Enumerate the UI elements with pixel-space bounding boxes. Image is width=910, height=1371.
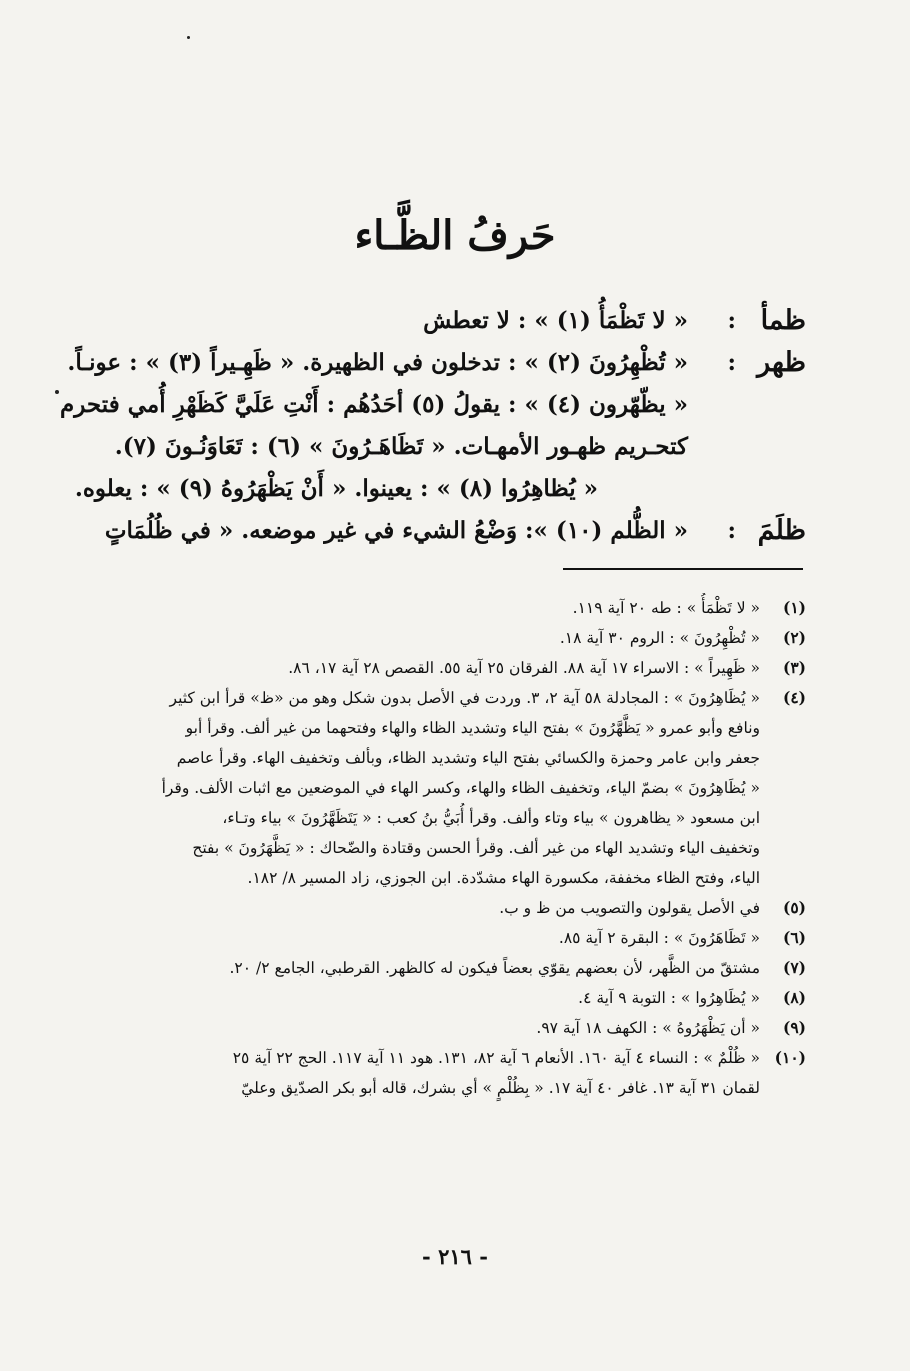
footnote bbox=[116, 923, 806, 953]
page-number: - ٢١٦ - bbox=[422, 1244, 488, 1269]
entry-line: « الظُّلم (١٠) »: وَضْعُ الشيء في غير موضعه. « في ظُلُمَاتٍ bbox=[104, 517, 688, 544]
footnote-line: « أن يَظْهَرُوهُ » : الكهف ١٨ آية ٩٧. bbox=[536, 1019, 760, 1037]
footnote-line: « يُظَاهِرُوا » : التوبة ٩ آية ٤. bbox=[578, 989, 760, 1007]
footnote-number: (٣) bbox=[782, 658, 806, 677]
entry-line: « يظّهّرون (٤) » : يقولُ (٥) أحَدُهُم : أَنْتِ عَلَيَّ كَظَهْرِ أُمي فتحرم bbox=[60, 391, 688, 418]
footnote-number: (٧) bbox=[782, 958, 806, 977]
footnote-line: مشتقّ من الظَّهر، لأن بعضهم يقوّي بعضاً فيكون له كالظهر. القرطبي، الجامع ٢/ ٢٠. bbox=[229, 959, 760, 977]
footnote bbox=[116, 983, 806, 1013]
footnote bbox=[116, 1013, 806, 1043]
footnote-line: « تَظَاهَرُونَ » : البقرة ٢ آية ٨٥. bbox=[558, 929, 760, 947]
dictionary-entries bbox=[60, 300, 806, 552]
entry-line: « تُظْهِرُونَ (٢) » : تدخلون في الظهيرة. « ظَهِـيراً (٣) » : عونـاً. bbox=[67, 349, 688, 376]
footnote bbox=[116, 1043, 806, 1103]
footnote bbox=[116, 953, 806, 983]
entry-colon: : bbox=[727, 349, 736, 376]
entry-line: كتحـريم ظهـور الأمهـات. « تَظَاهَـرُونَ » (٦) : تَعَاوَنُـونَ (٧). bbox=[114, 433, 688, 460]
footnote-number: (١٠) bbox=[774, 1048, 806, 1067]
entry-headword: ظلَمَ bbox=[757, 515, 806, 546]
footnote bbox=[116, 893, 806, 923]
footnote-line: « لا تَظْمَأُ » : طه ٢٠ آية ١١٩. bbox=[572, 599, 760, 617]
ink-speck bbox=[187, 36, 190, 39]
entry-colon: : bbox=[727, 307, 736, 334]
footnote-line: في الأصل يقولون والتصويب من ظ و ب. bbox=[499, 899, 760, 917]
entry-colon: : bbox=[727, 517, 736, 544]
footnote-line: لقمان ٣١ آية ١٣. غافر ٤٠ آية ١٧. « بِظُلْمٍ » أي بشرك، قاله أبو بكر الصدّيق وعليّ bbox=[241, 1079, 760, 1097]
chapter-title: حَرفُ الظَّـاء bbox=[354, 212, 556, 259]
entry-line: « يُظاهِرُوا (٨) » : يعينوا. « أَنْ يَظْهَرُوهُ (٩) » : يعلوه. bbox=[74, 475, 598, 502]
footnote-number: (٥) bbox=[782, 898, 806, 917]
footnote-line: الياء، وفتح الظاء مخففة، مكسورة الهاء مشدّدة. ابن الجوزي، زاد المسير ٨/ ١٨٢. bbox=[247, 869, 760, 887]
footnote-line: « يُظَاهِرُونَ » : المجادلة ٥٨ آية ٢، ٣. وردت في الأصل بدون شكل وهو من «ظ» قرأ ابن كثير bbox=[169, 689, 760, 707]
footnote-line: ابن مسعود « يظاهرون » بياء وتاء وألف. وقرأ أُبَيُّ بنُ كعب : « يَتَظَهَّرُونَ » بياء وتـاء، bbox=[222, 809, 760, 827]
footnote-line: « ظُلْمٌ » : النساء ٤ آية ١٦٠. الأنعام ٦ آية ٨٢، ١٣١. هود ١١ آية ١١٧. الحج ٢٢ آية ٢٥ bbox=[232, 1049, 760, 1067]
entry-zahar bbox=[60, 342, 806, 510]
footnote bbox=[116, 653, 806, 683]
footnote-number: (٢) bbox=[782, 628, 806, 647]
footnote-number: (١) bbox=[782, 598, 806, 617]
footnote-number: (٨) bbox=[782, 988, 806, 1007]
footnote-line: جعفر وابن عامر وحمزة والكسائي بفتح الياء وتشديد الظاء، وبألف وتخفيف الهاء. وقرأ عاصم bbox=[176, 749, 760, 767]
entry-zama bbox=[106, 300, 806, 342]
footnote-line: « يُظَاهِرُونَ » بضمّ الياء، وتخفيف الظاء والهاء، وكسر الهاء في الموضعين مع اثبات الألف. وقرأ bbox=[161, 779, 760, 797]
footnote bbox=[116, 623, 806, 653]
entry-headword: ظهر bbox=[757, 347, 806, 378]
footnote-line: « تُظْهِرُونَ » : الروم ٣٠ آية ١٨. bbox=[559, 629, 760, 647]
entry-headword: ظمأ bbox=[760, 305, 806, 336]
footnote bbox=[116, 593, 806, 623]
footnote bbox=[116, 683, 806, 893]
footnote-number: (٤) bbox=[782, 688, 806, 707]
entry-line: « لا تَظْمَأُ (١) » : لا تعطش bbox=[423, 307, 688, 334]
footnote-separator bbox=[563, 568, 803, 570]
footnotes bbox=[116, 593, 806, 1103]
entry-zalam bbox=[106, 510, 806, 552]
ink-speck bbox=[55, 390, 59, 394]
footnote-line: وتخفيف الياء وتشديد الهاء من غير ألف. وقرأ الحسن وقتادة والضّحاك : « يَظَّهَرُونَ » بفتح bbox=[192, 839, 760, 857]
footnote-number: (٦) bbox=[782, 928, 806, 947]
footnote-number: (٩) bbox=[782, 1018, 806, 1037]
footnote-line: « ظَهِيراً » : الاسراء ١٧ آية ٨٨. الفرقان ٢٥ آية ٥٥. القصص ٢٨ آية ١٧، ٨٦. bbox=[288, 659, 760, 677]
footnote-line: ونافع وأبو عمرو « يَظَّهَّرُونَ » بفتح الياء وتشديد الظاء والهاء وفتحهما من غير ألف. وقرأ أبو bbox=[185, 719, 760, 737]
